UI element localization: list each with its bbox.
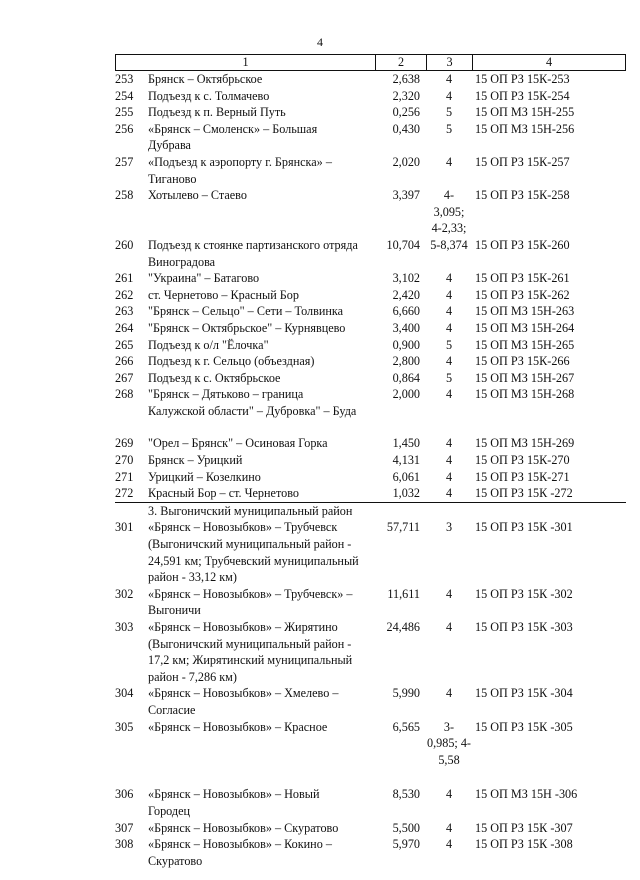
road-number: 267 (115, 370, 134, 385)
road-name: Подъезд к п. Верный Путь (148, 105, 286, 120)
road-name: «Подъезд к аэропорту г. Брянска» – Тиганово (148, 154, 332, 186)
table-row (115, 337, 626, 354)
road-number: 269 (115, 436, 134, 451)
road-code: 15 ОП РЗ 15К -302 (475, 586, 573, 601)
table-row (115, 685, 626, 718)
table-header (115, 54, 626, 71)
table-row (115, 786, 626, 819)
road-number: 302 (115, 586, 134, 601)
road-length: 11,611 (387, 586, 420, 601)
road-category: 4 (445, 287, 453, 302)
road-length: 0,900 (392, 337, 420, 352)
road-number: 306 (115, 787, 134, 802)
road-length: 2,800 (392, 354, 420, 369)
table-row (115, 104, 626, 121)
road-category: 4- 3,095; 4-2,33; (431, 188, 467, 236)
header-col-1: 1 (115, 55, 375, 70)
road-number: 266 (115, 354, 134, 369)
road-length: 0,256 (392, 105, 420, 120)
road-code: 15 ОП РЗ 15К -308 (475, 837, 573, 852)
road-number: 257 (115, 154, 134, 169)
page-number: 4 (317, 35, 323, 49)
table-row (115, 519, 626, 585)
road-name: «Брянск – Новозыбков» – Хмелево – Согласие (148, 686, 339, 717)
road-number: 261 (115, 271, 134, 286)
road-number: 268 (115, 387, 134, 402)
road-category: 4 (445, 271, 453, 286)
road-length: 0,864 (392, 370, 420, 385)
road-name: "Брянск – Сельцо" – Сети – Толвинка (148, 304, 344, 319)
road-category: 4 (445, 686, 453, 701)
road-code: 15 ОП РЗ 15К -305 (475, 719, 573, 734)
road-category: 4 (445, 88, 453, 103)
road-category: 4 (445, 387, 453, 402)
road-code: 15 ОП РЗ 15К-260 (475, 237, 570, 252)
road-name: «Брянск – Новозыбков» – Трубчевск» – Выгоничи (148, 586, 353, 618)
section-title: 3. Выгоничский муниципальный район (148, 503, 353, 518)
header-col-3: 3 (426, 55, 472, 70)
road-category: 3- 0,985; 4- 5,58 (426, 719, 471, 767)
road-number: 308 (115, 837, 134, 852)
road-number: 301 (115, 520, 134, 535)
road-code: 15 ОП МЗ 15Н -306 (475, 787, 578, 802)
road-category: 4 (445, 304, 453, 319)
road-category: 5 (445, 105, 453, 120)
road-name: Подъезд к с. Толмачево (148, 88, 270, 103)
road-code: 15 ОП РЗ 15К-253 (475, 72, 570, 86)
road-length: 5,970 (392, 837, 420, 852)
table-row (115, 154, 626, 187)
road-length: 3,102 (392, 271, 420, 286)
table-row (115, 71, 626, 88)
table-row (115, 270, 626, 287)
road-length: 10,704 (386, 237, 420, 252)
road-number: 303 (115, 620, 134, 634)
road-category: 5-8,374 (430, 237, 468, 252)
table-row (115, 237, 626, 270)
road-length: 6,660 (392, 304, 420, 319)
road-number: 270 (115, 453, 134, 468)
table-body-bottom (115, 519, 626, 869)
road-category: 5 (445, 121, 453, 136)
road-number: 255 (115, 105, 134, 120)
road-code: 15 ОП РЗ 15К-261 (475, 271, 570, 286)
table-row (115, 820, 626, 837)
road-code: 15 ОП РЗ 15К-262 (475, 287, 570, 302)
road-name: "Орел – Брянск" – Осиновая Горка (148, 436, 328, 451)
road-code: 15 ОП МЗ 15Н-256 (475, 121, 575, 136)
road-name: Брянск – Октябрьское (148, 72, 263, 86)
table-row (115, 88, 626, 105)
road-length: 4,131 (392, 453, 420, 468)
table-row (115, 187, 626, 237)
road-length: 2,020 (392, 154, 420, 169)
road-name: Урицкий – Козелкино (148, 469, 261, 484)
road-code: 15 ОП РЗ 15К-254 (475, 88, 570, 103)
road-number: 256 (115, 121, 134, 136)
road-length: 5,500 (392, 820, 420, 835)
table-row (115, 353, 626, 370)
road-category: 4 (445, 787, 453, 802)
road-number: 263 (115, 304, 134, 319)
road-number: 258 (115, 188, 134, 203)
road-name: Подъезд к г. Сельцо (объездная) (148, 354, 315, 369)
road-code: 15 ОП МЗ 15Н-263 (475, 304, 575, 319)
road-category: 4 (445, 72, 453, 86)
road-length: 6,061 (392, 469, 420, 484)
table-row (115, 121, 626, 154)
road-length: 2,638 (392, 72, 420, 86)
road-name: Подъезд к с. Октябрьское (148, 370, 281, 385)
road-category: 5 (445, 337, 453, 352)
road-name: «Брянск – Новозыбков» – Новый Городец (148, 787, 320, 818)
road-number: 262 (115, 287, 134, 302)
road-number: 272 (115, 486, 134, 501)
road-category: 4 (445, 837, 453, 852)
road-length: 3,400 (392, 320, 420, 335)
road-length: 24,486 (386, 620, 420, 634)
road-number: 260 (115, 237, 134, 252)
road-code: 15 ОП РЗ 15К-270 (475, 453, 570, 468)
road-number: 271 (115, 469, 134, 484)
road-name: «Брянск – Новозыбков» – Кокино – Скуратово (148, 837, 332, 868)
road-category: 4 (445, 486, 453, 501)
roads-table (115, 54, 626, 869)
road-code: 15 ОП РЗ 15К -301 (475, 520, 573, 535)
table-row (115, 386, 626, 419)
road-length: 57,711 (386, 520, 420, 535)
table-row (115, 452, 626, 469)
table-row (115, 287, 626, 304)
road-name: Подъезд к стоянке партизанского отряда Виноградова (148, 237, 358, 269)
road-length: 8,530 (392, 787, 420, 802)
road-code: 15 ОП МЗ 15Н-265 (475, 337, 575, 352)
road-name: "Украина" – Батагово (148, 271, 260, 286)
table-row (115, 469, 626, 486)
road-name: «Брянск – Новозыбков» – Жирятино (Выгоничский муниципальный район - 17,2 км; Жирятинский муниципальный район - 7,286 км) (148, 620, 353, 684)
road-name: «Брянск – Новозыбков» – Скуратово (148, 820, 339, 835)
table-row (115, 320, 626, 337)
road-code: 15 ОП МЗ 15Н-267 (475, 370, 575, 385)
table-row (115, 836, 626, 869)
road-category: 3 (445, 520, 453, 535)
road-category: 4 (445, 436, 453, 451)
road-code: 15 ОП РЗ 15К-257 (475, 154, 570, 169)
road-code: 15 ОП МЗ 15Н-255 (475, 105, 575, 120)
table-row (115, 303, 626, 320)
table-row (115, 435, 626, 452)
road-number: 253 (115, 72, 134, 86)
road-code: 15 ОП РЗ 15К-271 (475, 469, 570, 484)
road-name: ст. Чернетово – Красный Бор (148, 287, 299, 302)
table-row (115, 370, 626, 387)
table-row (115, 485, 626, 502)
road-name: «Брянск – Новозыбков» – Красное (148, 719, 328, 734)
road-name: Брянск – Урицкий (148, 453, 243, 468)
road-code: 15 ОП МЗ 15Н-264 (475, 320, 575, 335)
road-name: «Брянск – Новозыбков» – Трубчевск (Выгоничский муниципальный район - 24,591 км; Трубчевский муниципальный район - 33,12 км) (148, 520, 359, 585)
road-length: 3,397 (392, 188, 420, 203)
road-name: "Брянск – Октябрьское" – Курнявцево (148, 320, 346, 335)
road-length: 2,000 (392, 387, 420, 402)
table-body-top (115, 71, 626, 502)
road-length: 2,420 (392, 287, 420, 302)
road-number: 304 (115, 686, 134, 701)
road-length: 1,032 (392, 486, 420, 501)
road-length: 1,450 (392, 436, 420, 451)
road-category: 4 (445, 469, 453, 484)
road-category: 4 (445, 154, 453, 169)
header-col-4: 4 (472, 55, 626, 70)
road-name: "Брянск – Дятьково – граница Калужской области" – Дубровка" – Буда (148, 387, 357, 418)
road-name: Хотылево – Стаево (148, 188, 247, 203)
road-number: 265 (115, 337, 134, 352)
road-category: 5 (445, 370, 453, 385)
road-category: 4 (445, 620, 453, 634)
road-category: 4 (445, 820, 453, 835)
table-row (115, 719, 626, 769)
road-length: 2,320 (392, 88, 420, 103)
road-length: 0,430 (392, 121, 420, 136)
road-number: 307 (115, 820, 134, 835)
road-category: 4 (445, 453, 453, 468)
table-row (115, 586, 626, 619)
road-name: Красный Бор – ст. Чернетово (148, 486, 299, 501)
road-category: 4 (445, 354, 453, 369)
road-code: 15 ОП РЗ 15К-266 (475, 354, 570, 369)
road-name: «Брянск – Смоленск» – Большая Дубрава (148, 121, 318, 153)
road-category: 4 (445, 586, 453, 601)
road-number: 264 (115, 320, 134, 335)
road-number: 254 (115, 88, 134, 103)
road-name: Подъезд к о/л "Ёлочка" (148, 337, 269, 352)
road-code: 15 ОП МЗ 15Н-268 (475, 387, 575, 402)
road-code: 15 ОП РЗ 15К-258 (475, 188, 570, 203)
road-number: 305 (115, 719, 134, 734)
road-code: 15 ОП РЗ 15К -303 (475, 620, 573, 634)
section-row (115, 503, 626, 520)
road-length: 5,990 (392, 686, 420, 701)
road-category: 4 (445, 320, 453, 335)
road-length: 6,565 (392, 719, 420, 734)
table-row (115, 619, 626, 685)
road-code: 15 ОП РЗ 15К -304 (475, 686, 573, 701)
road-code: 15 ОП МЗ 15Н-269 (475, 436, 575, 451)
header-col-2: 2 (375, 55, 426, 70)
road-code: 15 ОП РЗ 15К -307 (475, 820, 573, 835)
road-code: 15 ОП РЗ 15К -272 (475, 486, 573, 501)
